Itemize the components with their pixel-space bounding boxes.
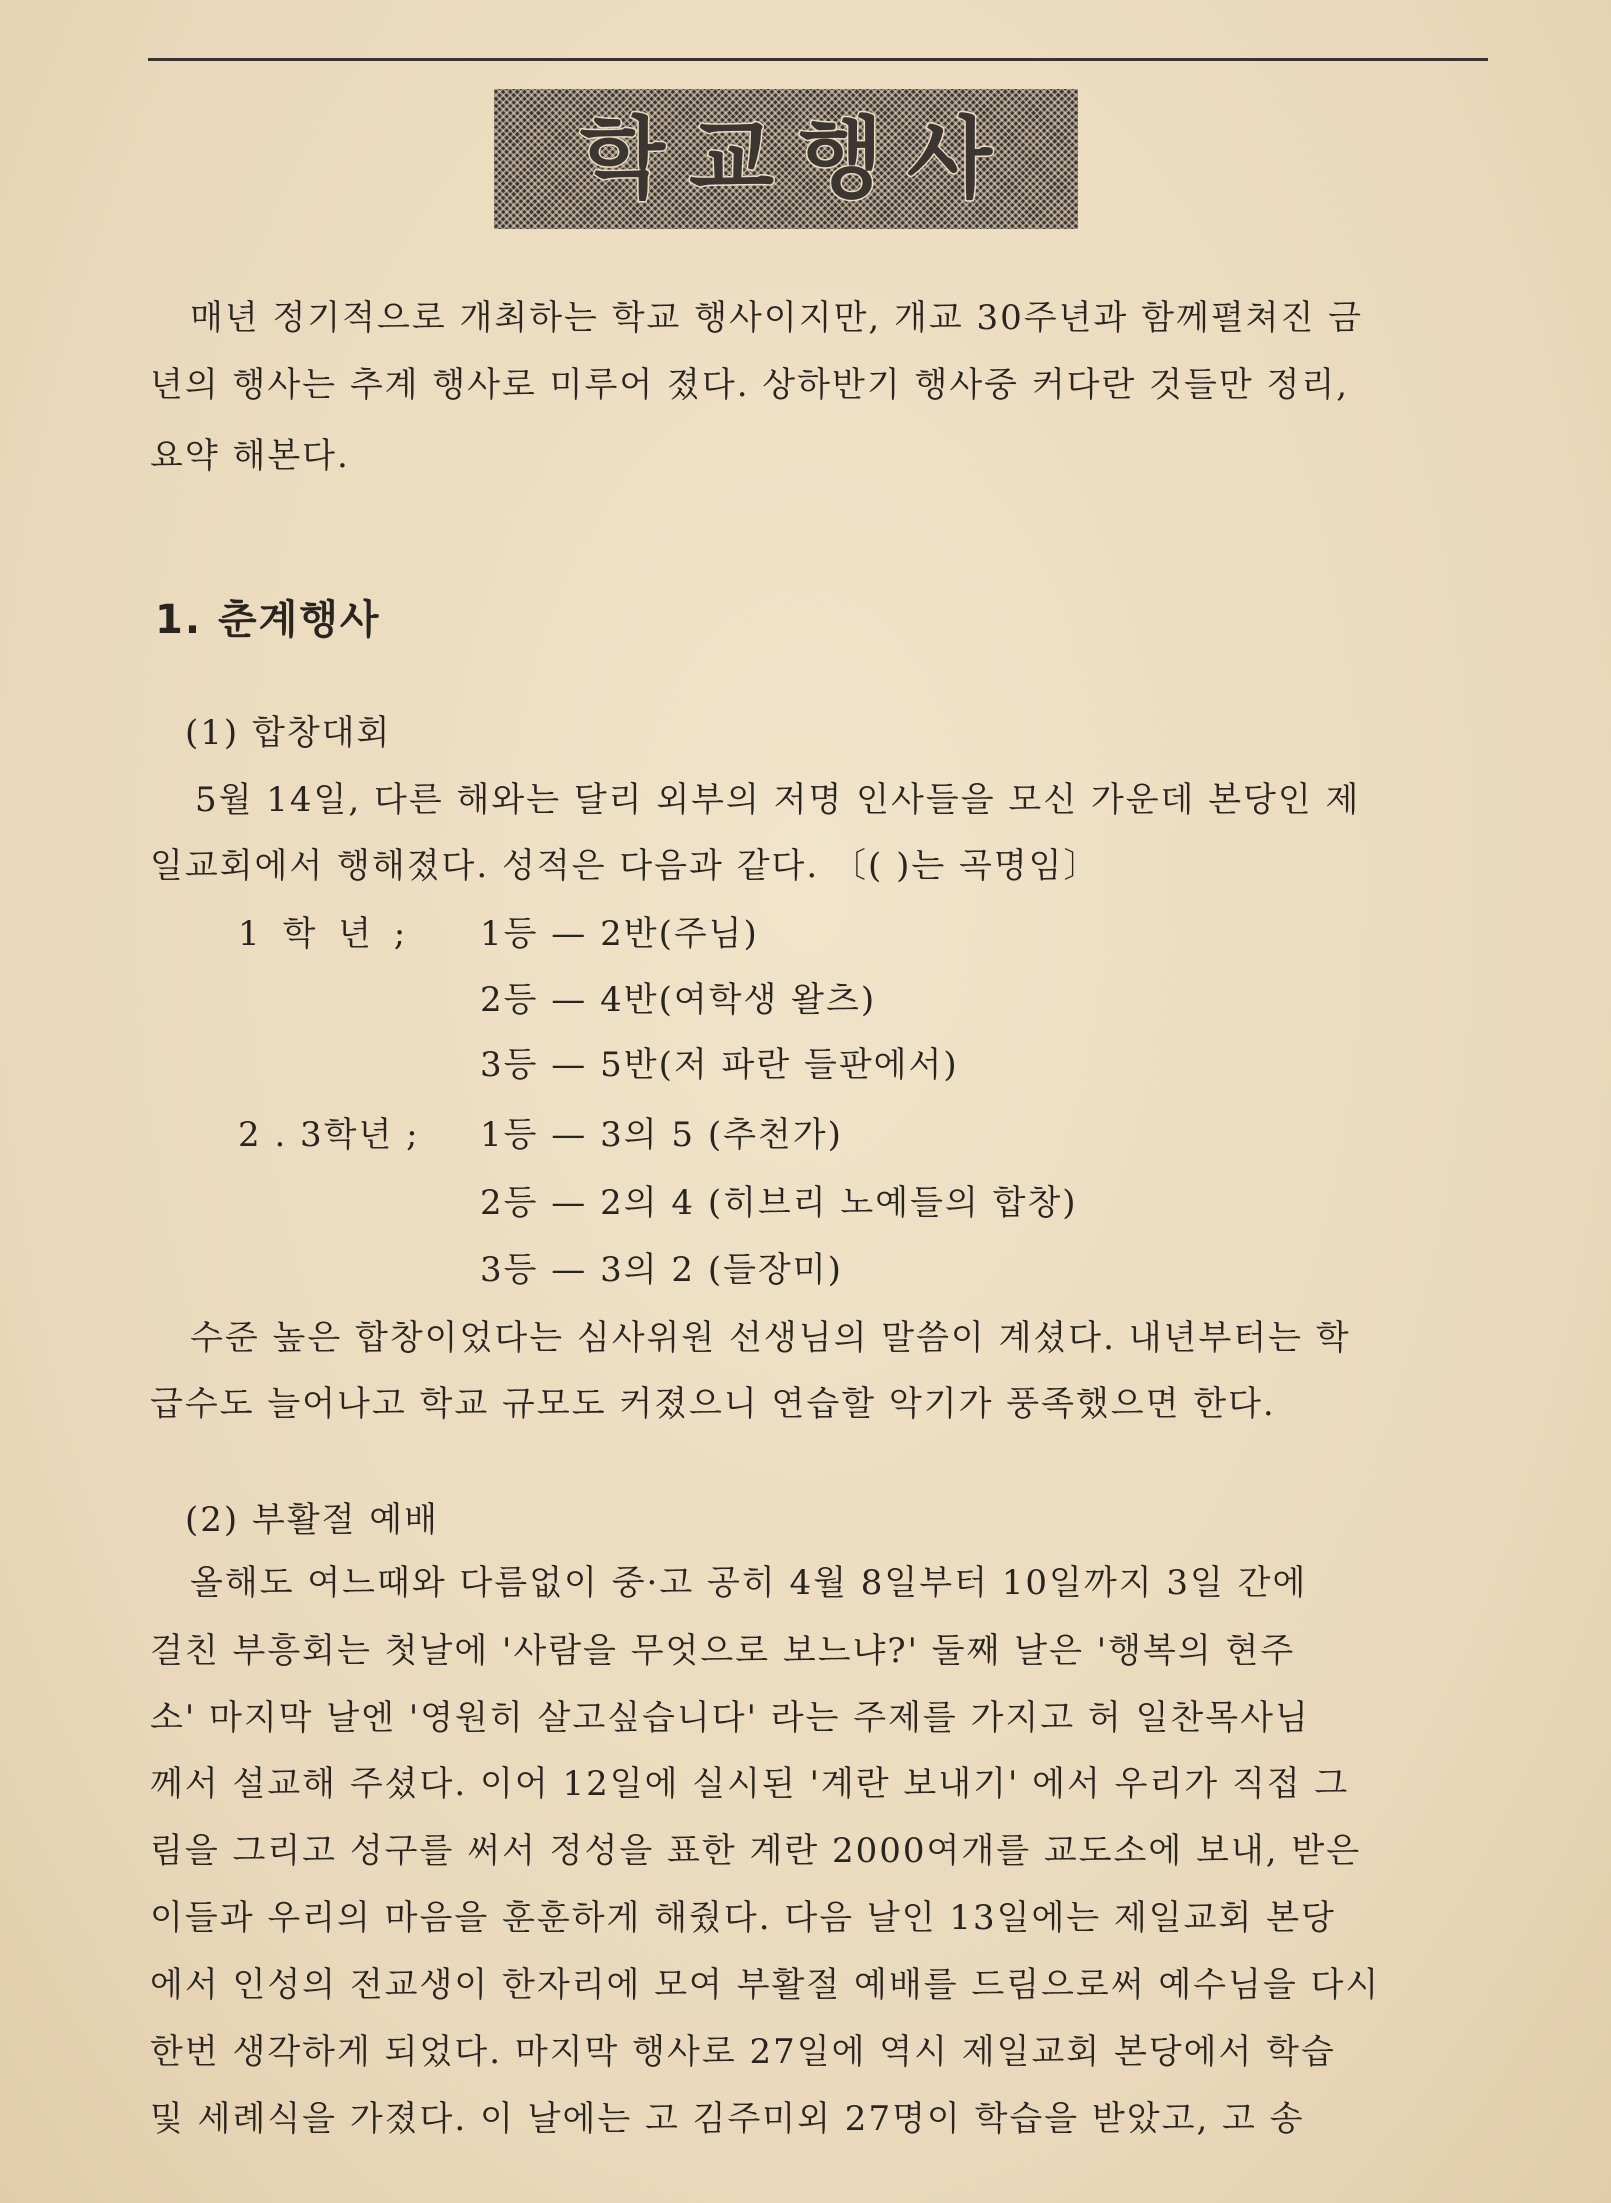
grade-label: 2 . 3학년 ; — [238, 1115, 420, 1155]
title-banner — [494, 89, 1078, 229]
choir-line: 일교회에서 행해졌다. 성적은 다음과 같다. 〔( )는 곡명임〕 — [150, 846, 1100, 886]
result-item: 1등 — 3의 5 (추천가) — [480, 1115, 843, 1155]
page-title: 학교행사 — [579, 107, 1017, 210]
sub-heading-choir: (1) 합창대회 — [185, 713, 392, 753]
result-item: 2등 — 4반(여학생 왈츠) — [480, 980, 877, 1020]
intro-line: 요약 해본다. — [150, 436, 350, 476]
result-item: 2등 — 2의 4 (히브리 노예들의 합창) — [480, 1183, 1078, 1223]
result-item: 1등 — 2반(주님) — [480, 914, 759, 954]
easter-line: 소' 마지막 날엔 '영원히 살고싶습니다' 라는 주제를 가지고 허 일찬목사님 — [150, 1698, 1310, 1738]
result-item: 3등 — 3의 2 (들장미) — [480, 1250, 843, 1290]
easter-line: 에서 인성의 전교생이 한자리에 모여 부활절 예배를 드림으로써 예수님을 다시 — [150, 1965, 1381, 2005]
closing-line: 수준 높은 합창이었다는 심사위원 선생님의 말씀이 계셨다. 내년부터는 학 — [190, 1318, 1351, 1358]
grade-label: 1 학 년 ; — [238, 914, 412, 954]
easter-line: 올해도 여느때와 다름없이 중·고 공히 4월 8일부터 10일까지 3일 간에 — [190, 1563, 1308, 1603]
result-item: 3등 — 5반(저 파란 들판에서) — [480, 1045, 959, 1085]
easter-line: 한번 생각하게 되었다. 마지막 행사로 27일에 역시 제일교회 본당에서 학습 — [150, 2032, 1336, 2072]
easter-line: 께서 설교해 주셨다. 이어 12일에 실시된 '계란 보내기' 에서 우리가 직접 그 — [150, 1764, 1350, 1804]
intro-line: 년의 행사는 추계 행사로 미루어 졌다. 상하반기 행사중 커다란 것들만 정리, — [150, 365, 1350, 405]
top-rule — [148, 58, 1488, 61]
section-heading: 1. 춘계행사 — [155, 597, 381, 643]
sub-heading-easter: (2) 부활절 예배 — [185, 1500, 439, 1540]
closing-line: 급수도 늘어나고 학교 규모도 커졌으니 연습할 악기가 풍족했으면 한다. — [150, 1384, 1276, 1424]
choir-line: 5월 14일, 다른 해와는 달리 외부의 저명 인사들을 모신 가운데 본당인 제 — [195, 780, 1361, 820]
intro-line: 매년 정기적으로 개최하는 학교 행사이지만, 개교 30주년과 함께펼쳐진 금 — [190, 298, 1364, 338]
easter-line: 이들과 우리의 마음을 훈훈하게 해줬다. 다음 날인 13일에는 제일교회 본당 — [150, 1898, 1336, 1938]
easter-line: 림을 그리고 성구를 써서 정성을 표한 계란 2000여개를 교도소에 보내, 받은 — [150, 1831, 1362, 1871]
easter-line: 및 세례식을 가졌다. 이 날에는 고 김주미외 27명이 학습을 받았고, 고 송 — [150, 2099, 1305, 2139]
easter-line: 걸친 부흥회는 첫날에 '사람을 무엇으로 보느냐?' 둘째 날은 '행복의 현주 — [150, 1631, 1296, 1671]
